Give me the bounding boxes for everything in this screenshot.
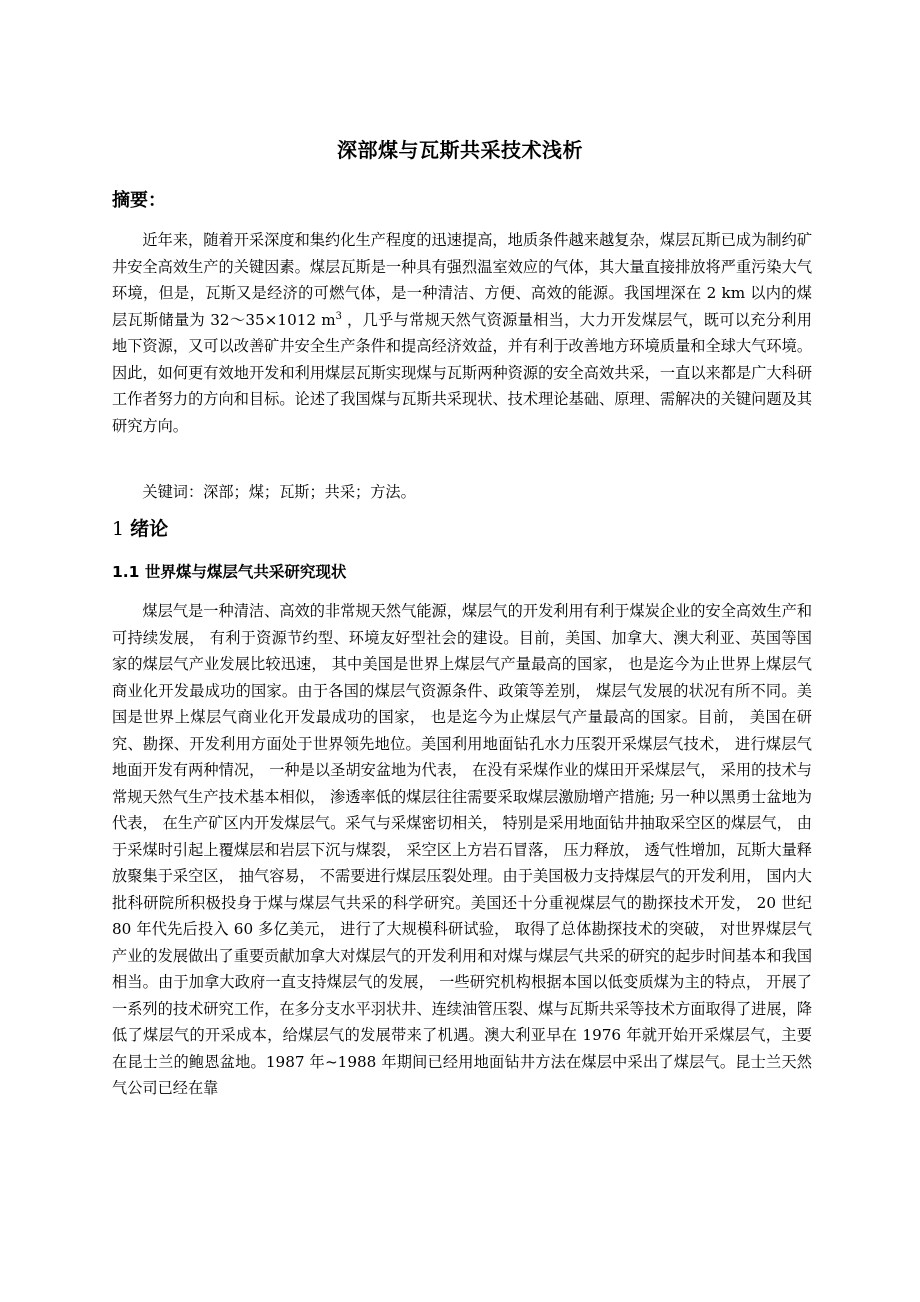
section-number: 1 (112, 518, 131, 540)
abstract-heading: 摘要： (112, 190, 166, 211)
document-title: 深部煤与瓦斯共采技术浅析 (337, 138, 583, 162)
subsection-paragraph: 煤层气是一种清洁、高效的非常规天然气能源，煤层气的开发利用有利于煤炭企业的安全高效生产和可持续发展， 有利于资源节约型、环境友好型社会的建设。目前，美国、加拿大、澳大利亚、英国等国家的煤层气产业发展比较迅速， 其中美国是世界上煤层气产量最高的国家， 也是迄今为止世界上煤层气商业化开发最成功的国家。由于各国的煤层气资源条件、政策等差别， 煤层气发展的状况有所不同。美国是世界上煤层气商业化开发最成功的国家， 也是迄今为止煤层气产量最高的国家。目前， 美国在研究、勘探、开发利用方面处于世界领先地位。美国利用地面钻孔水力压裂开采煤层气技术， 进行煤层气地面开发有两种情况， 一种是以圣胡安盆地为代表， 在没有采煤作业的煤田开采煤层气， 采用的技术与常规天然气生产技术基本相似， 渗透率低的煤层往往需要采取煤层激励增产措施; 另一种以黑勇士盆地为代表， 在生产矿区内开发煤层气。采气与采煤密切相关， 特别是采用地面钻井抽取采空区的煤层气， 由于采煤时引起上覆煤层和岩层下沉与煤裂， 采空区上方岩石冒落， 压力释放， 透气性增加，瓦斯大量释放聚集于采空区， 抽气容易， 不需要进行煤层压裂处理。由于美国极力支持煤层气的开发利用， 国内大批科研院所积极投身于煤与煤层气共采的科学研究。美国还十分重视煤层气的勘探技术开发， 20 世纪 80 年代先后投入 60 多亿美元， 进行了大规模科研试验， 取得了总体勘探技术的突破， 对世界煤层气产业的发展做出了重要贡献加拿大对煤层气的开发利用和对煤与煤层气共采的研究的起步时间基本和我国相当。由于加拿大政府一直支持煤层气的发展， 一些研究机构根据本国以低变质煤为主的特点， 开展了一系列的技术研究工作，在多分支水平羽状井、连续油管压裂、煤与瓦斯共采等技术方面取得了进展，降低了煤层气的开采成本，给煤层气的发展带来了机遇。澳大利亚早在 1976 年就开始开采煤层气，主要在昆士兰的鲍恩盆地。1987 年~1988 年期间已经用地面钻井方法在煤层中采出了煤层气。昆士兰天然气公司已经在靠 (112, 602, 812, 1097)
keywords-line: 关键词：深部；煤；瓦斯；共采；方法。 (142, 483, 416, 501)
section-heading-1 (112, 515, 168, 543)
abstract-paragraph (112, 227, 812, 439)
abstract-text-part-2: ，几乎与常规天然气资源量相当，大力开发煤层气，既可以充分利用地下资源，又可以改善矿井安全生产条件和提高经济效益，并有利于改善地方环境质量和全球大气环境。因此，如何更有效地开发和利用煤层瓦斯实现煤与瓦斯两种资源的安全高效共采，一直以来都是广大科研工作者努力的方向和目标。论述了我国煤与瓦斯共采现状、技术理论基础、原理、需解决的关键问题及其研究方向。 (112, 310, 812, 435)
section-title: 绪论 (130, 518, 169, 540)
superscript-3: 3 (335, 310, 342, 322)
abstract-text-part-1: 近年来，随着开采深度和集约化生产程度的迅速提高，地质条件越来越复杂，煤层瓦斯已成为制约矿井安全高效生产的关键因素。煤层瓦斯是一种具有强烈温室效应的气体，其大量直接排放将严重污染大气环境，但是，瓦斯又是经济的可燃气体，是一种清洁、方便、高效的能源。我国埋深在 2 km 以内的煤层瓦斯储量为 32～35×1012 m (112, 231, 812, 329)
subsection-body (112, 598, 812, 1102)
subsection-heading-1-1: 1.1 世界煤与煤层气共采研究现状 (112, 563, 347, 581)
abstract-section (112, 227, 812, 439)
